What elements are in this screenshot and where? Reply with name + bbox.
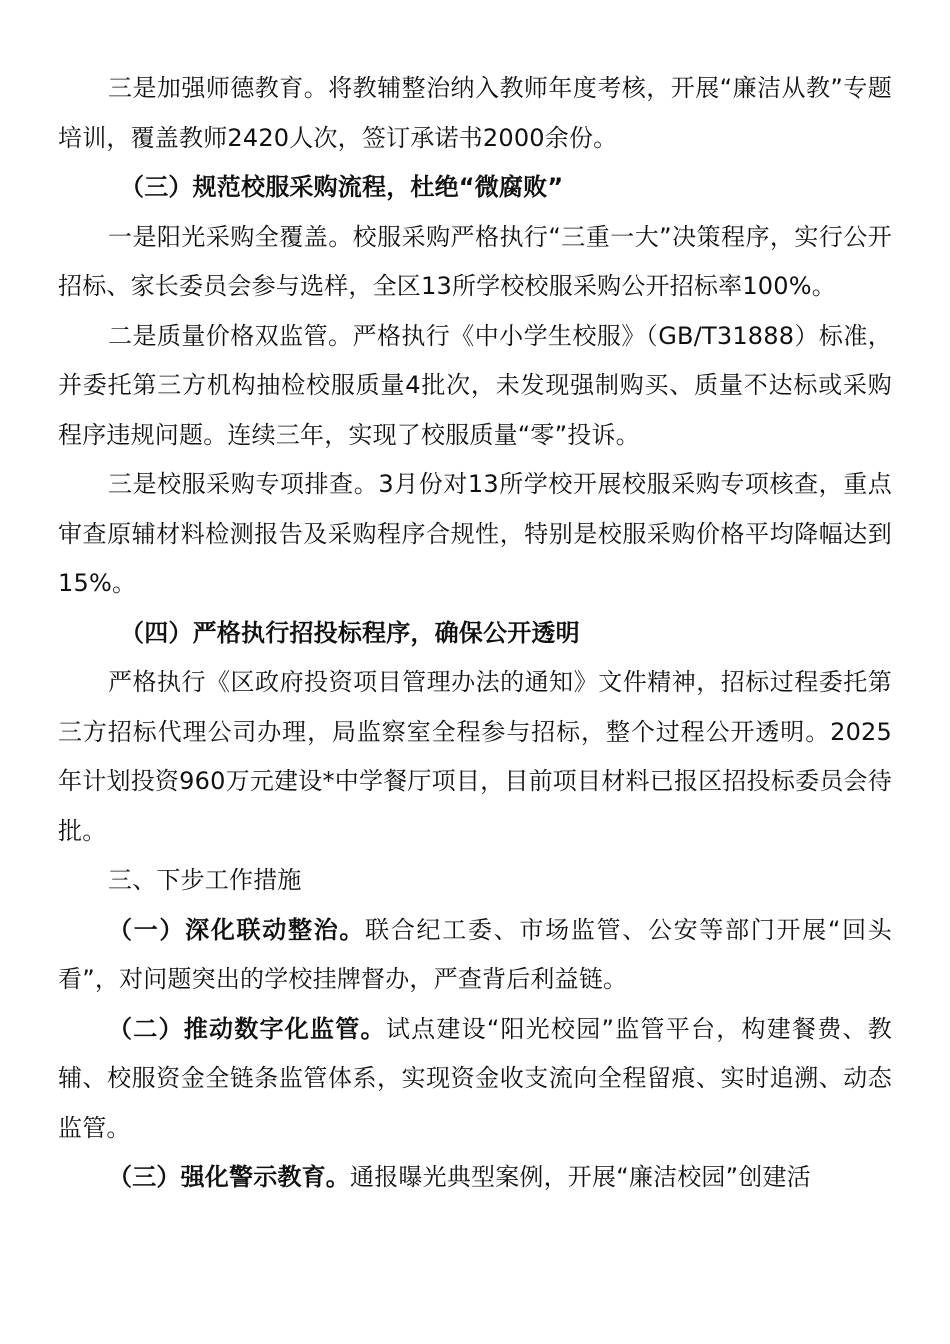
- paragraph-teacher-ethics: 三是加强师德教育。将教辅整治纳入教师年度考核，开展“廉洁从教”专题培训，覆盖教师2420人次，签订承诺书2000余份。: [58, 74, 892, 152]
- measure-1-lead: （一）深化联动整治。: [108, 915, 366, 944]
- document-body: [58, 64, 892, 1203]
- measure-joint-rectification: [58, 906, 892, 1005]
- section-heading-next-steps: 三、下步工作措施: [108, 866, 302, 894]
- measure-3-lead: （三）强化警示教育。: [108, 1163, 350, 1191]
- measure-warning-education: [58, 1153, 892, 1203]
- paragraph-quality-price-supervision: 二是质量价格双监管。严格执行《中小学生校服》（GB/T31888）标准，并委托第三方机构抽检校服质量4批次，未发现强制购买、质量不达标或采购程序违规问题。连续三年，实现了校服质量“零”投诉。: [58, 321, 892, 449]
- measure-2-body: 试点建设“阳光校园”监管平台，构建餐费、教辅、校服资金全链条监管体系，实现资金收支流向全程留痕、实时追溯、动态监管。: [58, 1014, 892, 1142]
- measure-3-body: 通报曝光典型案例，开展“廉洁校园”创建活: [350, 1163, 811, 1191]
- measure-2-lead: （二）推动数字化监管。: [108, 1014, 386, 1043]
- paragraph-sunshine-procurement: 一是阳光采购全覆盖。校服采购严格执行“三重一大”决策程序，实行公开招标、家长委员会参与选样，全区13所学校校服采购公开招标率100%。: [58, 222, 892, 300]
- paragraph-bidding-details: 严格执行《区政府投资项目管理办法的通知》文件精神，招标过程委托第三方招标代理公司办理，局监察室全程参与招标，整个过程公开透明。2025年计划投资960万元建设*中学餐厅项目，目前项目材料已报区招投标委员会待批。: [58, 668, 892, 845]
- measure-digital-supervision: [58, 1005, 892, 1154]
- paragraph-special-inspection: 三是校服采购专项排查。3月份对13所学校开展校服采购专项核查，重点审查原辅材料检测报告及采购程序合规性，特别是校服采购价格平均降幅达到15%。: [58, 470, 892, 597]
- subheading-bidding-procedure: （四）严格执行招投标程序，确保公开透明: [120, 618, 580, 647]
- measure-1-body: 联合纪工委、市场监管、公安等部门开展“回头看”，对问题突出的学校挂牌督办，严查背后利益链。: [58, 915, 892, 993]
- subheading-uniform-procurement: （三）规范校服采购流程，杜绝“微腐败”: [120, 173, 564, 201]
